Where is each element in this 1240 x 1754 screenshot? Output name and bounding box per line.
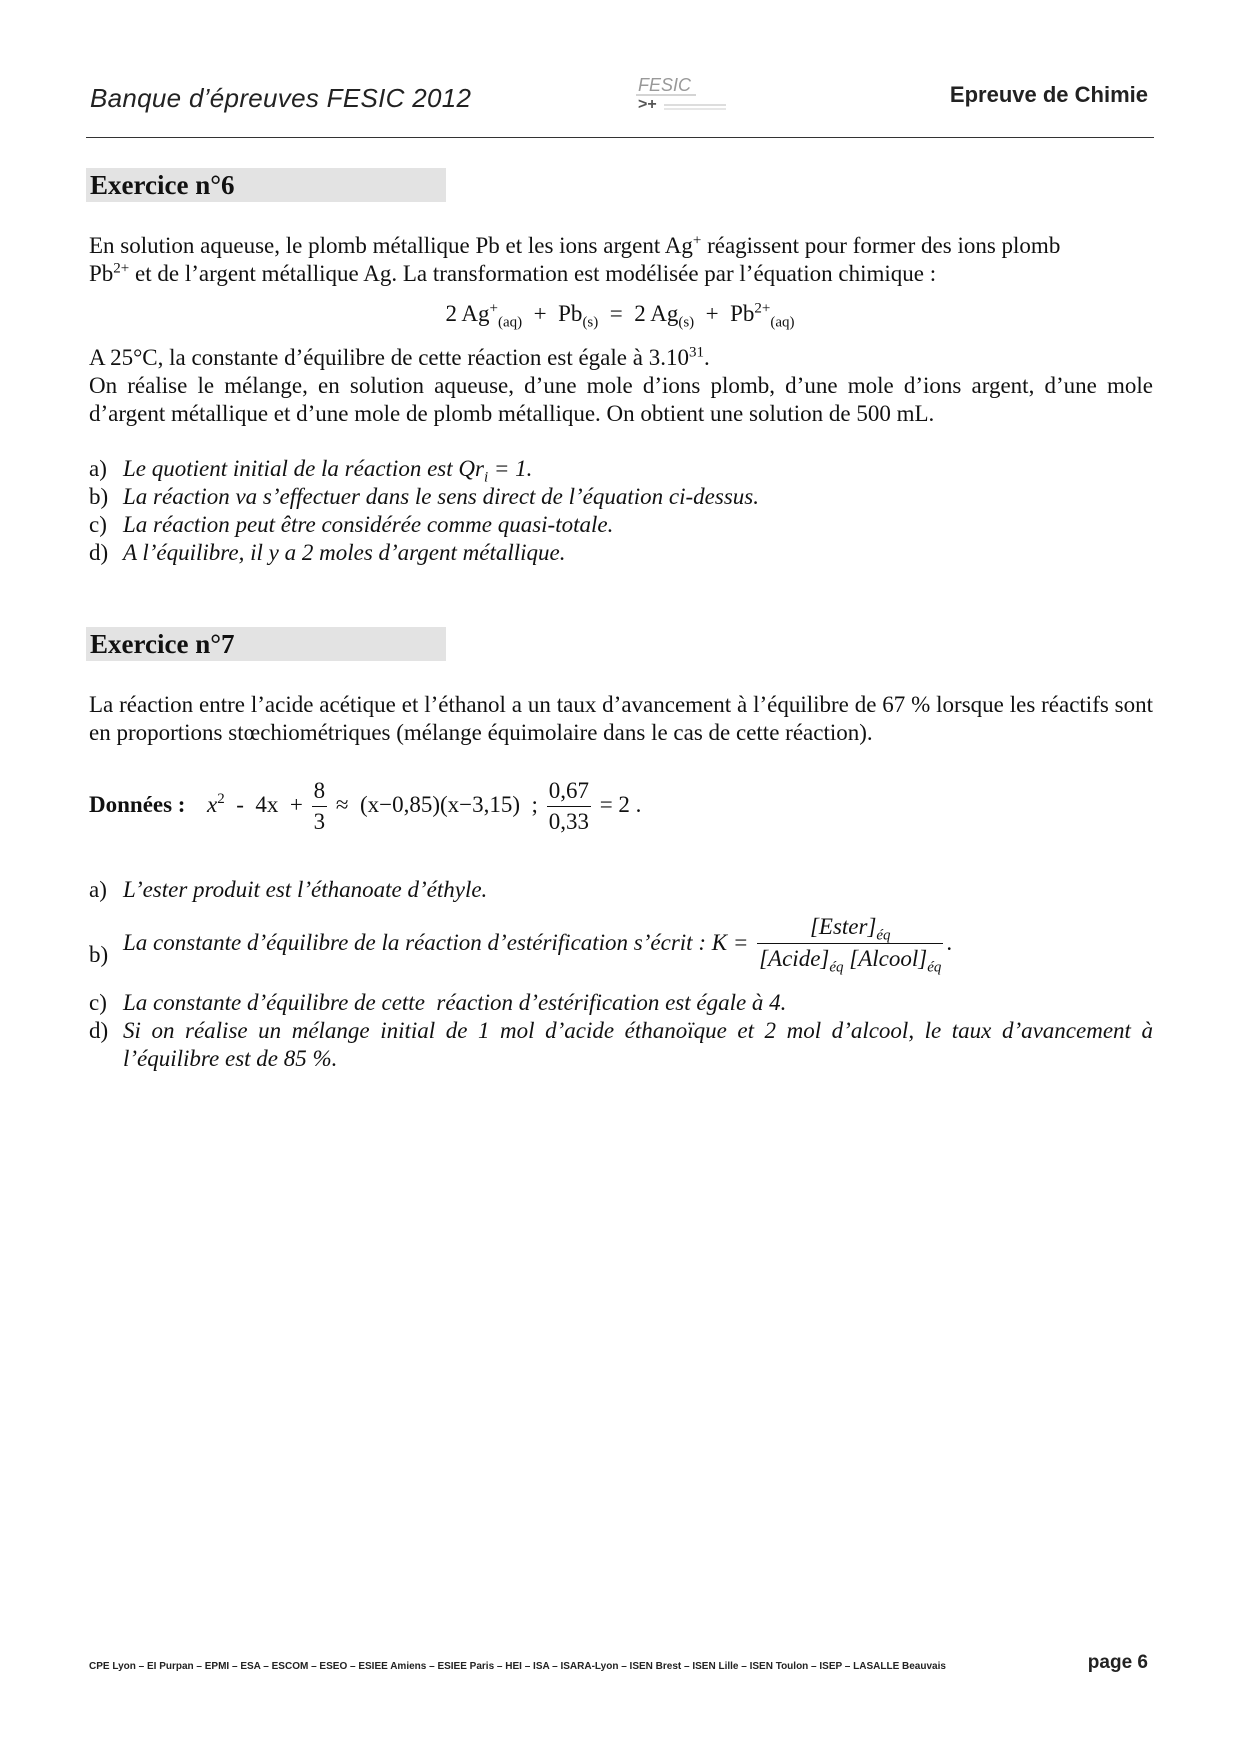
ex7-question-c: c) La constante d’équilibre de cette réaction d’estérification est égale à 4. (89, 990, 787, 1015)
svg-text:FESIC: FESIC (638, 75, 692, 95)
ex7-intro: La réaction entre l’acide acétique et l’éthanol a un taux d’avancement à l’équilibre de 67 % lorsque les réactifs sont en proportions stœchiométriques (mélange équimolaire dans le cas de cette réaction). (89, 692, 1153, 745)
data-label: Données : (89, 791, 186, 817)
svg-text:>+: >+ (638, 96, 657, 113)
exercise-7-title: Exercice n°7 (86, 627, 446, 661)
ex6-intro-line-1: En solution aqueuse, le plomb métallique Pb et les ions argent Ag+ réagissent pour former des ions plomb (89, 232, 1061, 258)
ex6-question-a: a) Le quotient initial de la réaction est $Qr_i = 1$. (89, 456, 533, 486)
fraction-8-3: $\frac{8}{3}$ (313, 778, 326, 834)
ex6-chemical-equation: 2 $Ag^+_{(aq)} + Pb_{(s)} = 2$ $Ag_{(s)} + Pb^{2+}_{(aq)}$ (445, 300, 795, 331)
equilibrium-constant-fraction: $\frac{[Ester]_{éq}}{[Acide]_{éq} [Alcool]_{éq}}$ (759, 914, 942, 976)
ex6-equilibrium-constant: A 25°C, la constante d’équilibre de cette réaction est égale à 3.10$^{31}$. (89, 344, 710, 370)
footer-schools: CPE Lyon – EI Purpan – EPMI – ESA – ESCOM – ESEO – ESIEE Amiens – ESIEE Paris – HEI – ISA – ISARA-Lyon – ISEN Brest – ISEN Lille – ISEN Toulon – ISEP – LASALLE Beauvais (89, 1661, 946, 1672)
fesic-logo (636, 75, 732, 117)
header-left-title: Banque d’épreuves FESIC 2012 (90, 83, 472, 113)
fraction-067-033: $\frac{0,67}{0,33}$ (548, 778, 589, 834)
header-right-title: Epreuve de Chimie (949, 82, 1148, 107)
ex6-mixture-description: On réalise le mélange, en solution aqueuse, d’une mole d’ions plomb, d’une mole d’ions argent, d’une mole d’argent métallique et d’une mole de plomb métallique. On obtient une solution de 500 mL. (89, 373, 1153, 426)
ex6-intro-line-2: $Pb^{2+}$ et de l’argent métallique Ag. La transformation est modélisée par l’équation chimique : (89, 260, 937, 286)
ex7-data-formulas: Données : $x^2 - 4x$ + $\frac{8}{3}$ ≈ (x−0,85)(x−3,15) ; $\frac{0,67}{0,33}$ = 2 . (89, 778, 642, 834)
header-divider (86, 137, 1154, 138)
ex7-question-b: b) La constante d’équilibre de la réaction d’estérification s’écrit : K = $\frac{[Ester]_{éq}}{[Acide]_{éq} [Alcool]_{éq}}$ . (89, 914, 953, 976)
exercise-6-title: Exercice n°6 (86, 168, 446, 202)
ex6-question-c: c) La réaction peut être considérée comme quasi-totale. (89, 512, 614, 537)
ex6-question-d: d) A l’équilibre, il y a 2 moles d’argent métallique. (89, 540, 566, 565)
page-number: page 6 (1087, 1652, 1148, 1673)
ex6-question-b: b) La réaction va s’effectuer dans le sens direct de l’équation ci-dessus. (89, 484, 759, 509)
ex7-question-a: a) L’ester produit est l’éthanoate d’éthyle. (89, 877, 488, 902)
ex7-question-d: d) Si on réalise un mélange initial de 1 mol d’acide éthanoïque et 2 mol d’alcool, le taux d’avancement à l’équilibre est de 85 %. (89, 1018, 1153, 1071)
